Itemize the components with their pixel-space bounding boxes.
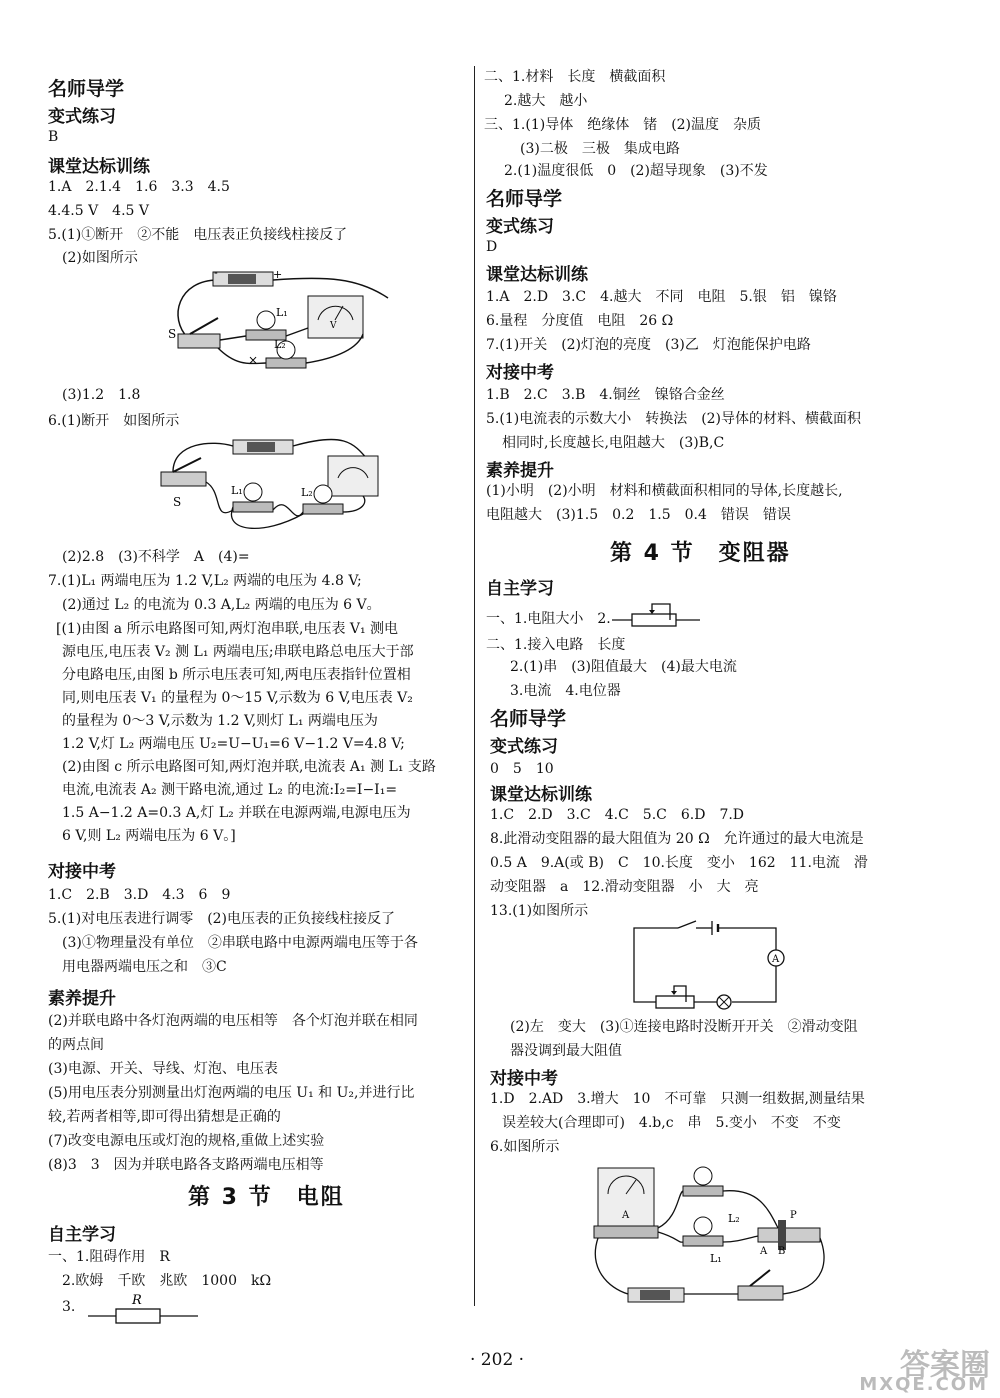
answer-line: 1.C 2.B 3.D 4.3 6 9 (48, 887, 231, 903)
heading-mingshi: 名师导学 (486, 188, 563, 210)
answer-line: 器没调到最大阻值 (510, 1043, 622, 1059)
answer-line: (2)通过 L₂ 的电流为 0.3 A,L₂ 两端的电压为 6 V。 (62, 597, 381, 613)
answer-line: 1.A 2.D 3.C 4.越大 不同 电阻 5.银 铝 镍铬 (486, 289, 837, 305)
heading-bianshi: 变式练习 (486, 217, 554, 237)
answer-line: 6.(1)断开 如图所示 (48, 413, 180, 429)
answer-line: 2.越大 越小 (504, 93, 588, 109)
fig2-label-s: S (173, 495, 182, 509)
fig6-label-l1: L₁ (710, 1252, 722, 1265)
fig6-label-a: A (622, 1210, 630, 1221)
fig1-label-l2: L₂ (274, 338, 286, 351)
fig6-label-l2: L₂ (728, 1212, 740, 1225)
circuit-figure-2 (153, 432, 403, 540)
section-title-4: 第 4 节 变阻器 (610, 541, 791, 566)
answer-line: 电阻越大 (3)1.5 0.2 1.5 0.4 错误 错误 (486, 507, 791, 523)
answer-line: 的两点间 (48, 1037, 104, 1053)
answer-line: 5.(1)对电压表进行调零 (2)电压表的正负接线柱接反了 (48, 911, 396, 927)
answer-line: 2.(1)温度很低 0 (2)超导现象 (3)不发 (504, 163, 768, 179)
answer-line: 误差较大(合理即可) 4.b,c 串 5.变小 不变 不变 (502, 1115, 841, 1131)
fig1-label-cross: × (248, 353, 259, 367)
watermark-url: MXQE.COM (859, 1374, 988, 1395)
circuit-figure-6 (588, 1158, 838, 1310)
rheostat-symbol (612, 600, 702, 632)
answer-line: (1)小明 (2)小明 材料和横截面积相同的导体,长度越长, (486, 483, 843, 499)
fig2-label-l2: L₂ (301, 486, 313, 499)
watermark-logo: 答案圈 (900, 1348, 990, 1383)
explanation-line: [(1)由图 a 所示电路图可知,两灯泡串联,电压表 V₁ 测电 (56, 621, 399, 637)
answer-line: (2)左 变大 (3)①连接电路时没断开开关 ②滑动变阻 (510, 1019, 858, 1035)
answer-line: 8.此滑动变阻器的最大阻值为 20 Ω 允许通过的最大电流是 (490, 831, 864, 847)
explanation-line: 的量程为 0～3 V,示数为 1.2 V,则灯 L₁ 两端电压为 (62, 713, 378, 729)
heading-mingshi: 名师导学 (48, 78, 125, 100)
answer-line: (3)二极 三极 集成电路 (520, 141, 680, 157)
heading-bianshi-2: 变式练习 (490, 737, 558, 757)
section-title-3: 第 3 节 电阻 (188, 1185, 345, 1210)
answer-line: 2.(1)串 (3)阻值最大 (4)最大电流 (510, 659, 737, 675)
fig1-label-v: V (330, 321, 337, 331)
answer-line: 0 5 10 (490, 761, 554, 777)
answer-line: 5.(1)电流表的示数大小 转换法 (2)导体的材料、横截面积 (486, 411, 862, 427)
explanation-line: 电流,电流表 A₂ 测干路电流,通过 L₂ 的电流:I₂=I−I₁= (62, 782, 398, 798)
answer-line: 13.(1)如图所示 (490, 903, 589, 919)
answer-line: 7.(1)L₁ 两端电压为 1.2 V,L₂ 两端的电压为 4.8 V; (48, 573, 362, 589)
fig6-label-p: P (790, 1210, 797, 1221)
answer-line: (8)3 3 因为并联电路各支路两端电压相等 (48, 1157, 324, 1173)
answer-line: 一、1.电阻大小 2. (486, 611, 611, 627)
answer-line: (2)2.8 (3)不科学 A (4)= (62, 549, 250, 565)
fig1-label-l1: L₁ (276, 306, 288, 319)
fig1-label-s: S (168, 327, 177, 341)
heading-duijie-2: 对接中考 (490, 1069, 558, 1089)
fig6-label-a2: A (760, 1246, 768, 1257)
heading-zizhu: 自主学习 (486, 579, 554, 599)
answer-line: 2.欧姆 千欧 兆欧 1000 kΩ (62, 1273, 272, 1289)
heading-suyang: 素养提升 (486, 461, 554, 481)
answer-line: 一、1.阻碍作用 R (48, 1249, 170, 1265)
answer-line: (3)1.2 1.8 (62, 387, 141, 403)
answer-line: 1.A 2.1.4 1.6 3.3 4.5 (48, 179, 230, 195)
heading-mingshi-2: 名师导学 (490, 708, 567, 730)
answer-line: (5)用电压表分别测量出灯泡两端的电压 U₁ 和 U₂,并进行比 (48, 1085, 415, 1101)
explanation-line: 6 V,则 L₂ 两端电压为 6 V。] (62, 828, 236, 844)
heading-zizhu: 自主学习 (48, 1225, 116, 1245)
answer-line: (2)如图所示 (62, 250, 138, 266)
explanation-line: 分电路电压,由图 b 所示电压表可知,两电压表指针位置相 (62, 667, 411, 683)
ammeter-label: A (772, 954, 780, 965)
heading-ketang: 课堂达标训练 (486, 265, 588, 285)
heading-ketang: 课堂达标训练 (48, 157, 150, 177)
answer-line: 6.量程 分度值 电阻 26 Ω (486, 313, 674, 329)
answer-line: 4.4.5 V 4.5 V (48, 203, 150, 219)
fig2-label-l1: L₁ (231, 484, 243, 497)
heading-suyang: 素养提升 (48, 989, 116, 1009)
explanation-line: 源电压,电压表 V₂ 测 L₁ 两端电压;串联电路总电压大于部 (62, 644, 414, 660)
answer-line: 1.B 2.C 3.B 4.铜丝 镍铬合金丝 (486, 387, 725, 403)
heading-duijie: 对接中考 (48, 862, 116, 882)
answer-line: 用电器两端电压之和 ③C (62, 959, 227, 975)
answer-line: 0.5 A 9.A(或 B) C 10.长度 变小 162 11.电流 滑 (490, 855, 868, 871)
resistor-label: R (132, 1293, 142, 1308)
resistor-symbol (88, 1292, 208, 1328)
answer-line: 5.(1)①断开 ②不能 电压表正负接线柱接反了 (48, 227, 348, 243)
explanation-line: 1.5 A−1.2 A=0.3 A,灯 L₂ 并联在电源两端,电源电压为 (62, 805, 411, 821)
explanation-line: 1.2 V,灯 L₂ 两端电压 U₂=U−U₁=6 V−1.2 V=4.8 V; (62, 736, 405, 752)
explanation-line: (2)由图 c 所示电路图可知,两灯泡并联,电流表 A₁ 测 L₁ 支路 (62, 759, 436, 775)
circuit-schematic-13 (630, 918, 790, 1010)
answer-line: 动变阻器 a 12.滑动变阻器 小 大 亮 (490, 879, 759, 895)
answer-line: 三、1.(1)导体 绝缘体 锗 (2)温度 杂质 (484, 117, 762, 133)
answer-line: 1.C 2.D 3.C 4.C 5.C 6.D 7.D (490, 807, 745, 823)
answer-line: 相同时,长度越长,电阻越大 (3)B,C (502, 435, 725, 451)
fig1-label-minus: - (214, 268, 218, 279)
answer-line: 二、1.接入电路 长度 (486, 637, 626, 653)
answer-line: 7.(1)开关 (2)灯泡的亮度 (3)乙 灯泡能保护电路 (486, 337, 811, 353)
answer-line: 3. (62, 1299, 76, 1315)
page-number: · 202 · (470, 1350, 525, 1370)
answer-line: 6.如图所示 (490, 1139, 560, 1155)
answer-line: 1.D 2.AD 3.增大 10 不可靠 只测一组数据,测量结果 (490, 1091, 865, 1107)
heading-ketang-2: 课堂达标训练 (490, 785, 592, 805)
heading-bianshi: 变式练习 (48, 107, 116, 127)
heading-duijie: 对接中考 (486, 363, 554, 383)
column-divider (474, 66, 475, 1306)
answer-line: (3)①物理量没有单位 ②串联电路中电源两端电压等于各 (62, 935, 418, 951)
answer-line: (3)电源、开关、导线、灯泡、电压表 (48, 1061, 278, 1077)
explanation-line: 同,则电压表 V₁ 的量程为 0～15 V,示数为 6 V,电压表 V₂ (62, 690, 413, 706)
answer-line: (2)并联电路中各灯泡两端的电压相等 各个灯泡并联在相同 (48, 1013, 418, 1029)
circuit-figure-1 (158, 268, 398, 380)
answer-line: 3.电流 4.电位器 (510, 683, 621, 699)
fig6-label-b: B (778, 1246, 786, 1257)
fig1-label-plus: + (273, 268, 283, 281)
answer-b: B (48, 129, 59, 145)
answer-line: (7)改变电源电压或灯泡的规格,重做上述实验 (48, 1133, 325, 1149)
answer-d: D (486, 239, 498, 255)
answer-line: 二、1.材料 长度 横截面积 (484, 69, 666, 85)
answer-line: 较,若两者相等,即可得出猜想是正确的 (48, 1109, 281, 1125)
